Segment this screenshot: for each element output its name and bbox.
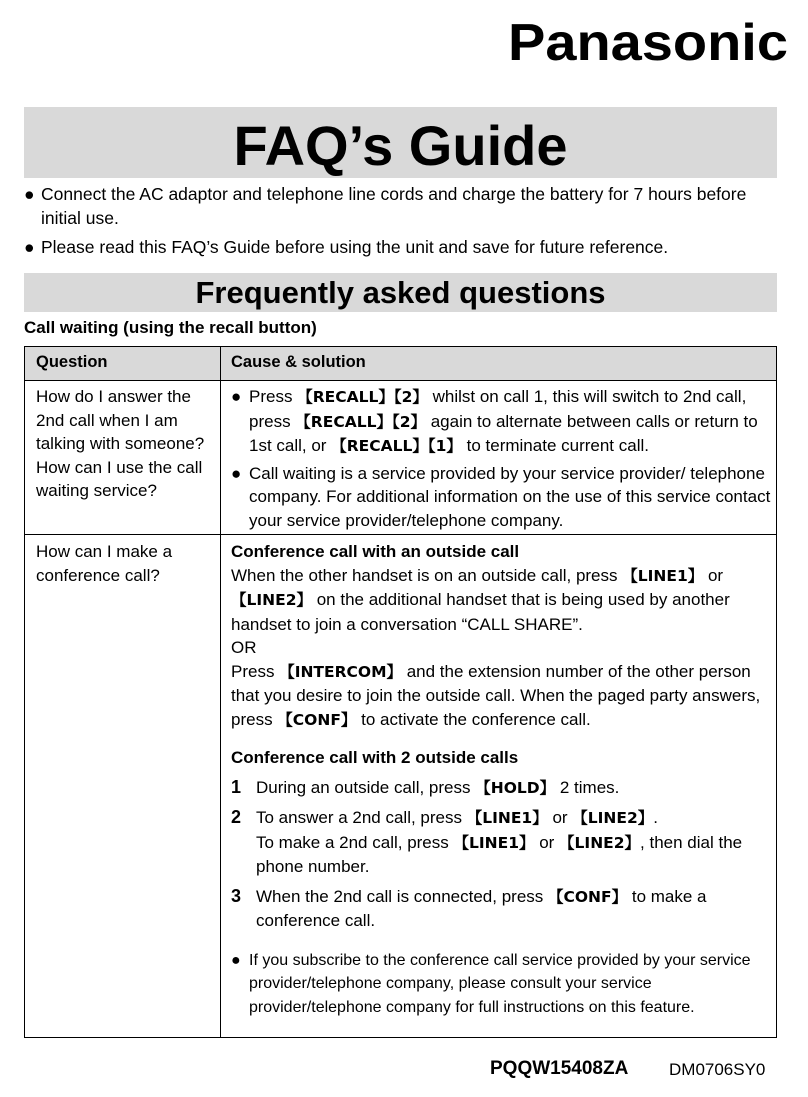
bullet-icon: ●	[24, 237, 35, 257]
key-2: 【2】	[393, 388, 428, 406]
intro-text: Connect the AC adaptor and telephone line cords and charge the battery for 7 hours before initial use.	[41, 184, 747, 228]
key-hold: 【HOLD】	[475, 778, 556, 797]
faq-table	[24, 346, 777, 1038]
intercom-text: Press 【INTERCOM】 and the extension number of the other person that you desire to join the outside call. When the paged party answers, press 【CONF】 to activate the conference call.	[231, 661, 761, 729]
step-1: 1 During an outside call, press 【HOLD】 2 times.	[231, 776, 620, 797]
row2-question: How can I make a conference call?	[36, 542, 173, 585]
column-divider	[220, 347, 221, 1037]
key-line2: 【LINE2】	[572, 809, 654, 827]
document-ref: DM0706SY0	[669, 1060, 766, 1079]
row1-solution	[231, 385, 771, 535]
page-title: FAQ’s Guide	[233, 114, 568, 177]
bullet-icon: ●	[231, 463, 242, 483]
bullet-icon: ●	[231, 387, 242, 406]
solution-bullet: ● Press 【RECALL】【2】 whilst on call 1, this will switch to 2nd call, press 【RECALL】【2】 again to alternate between calls or return to 1st call, or 【RECALL】【1】 to terminate current call.	[231, 387, 758, 455]
or-text: OR	[231, 638, 257, 657]
logo-text: Panasonic	[508, 14, 788, 70]
key-line2: 【LINE2】	[231, 591, 312, 609]
key-recall: 【RECALL】	[331, 437, 428, 455]
solution-bullet: ● Call waiting is a service provided by your service provider/ telephone company. For additional information on the use of this service contact your service provider/telephone company.	[231, 463, 771, 530]
section-title: Frequently asked questions	[195, 275, 606, 310]
panasonic-logo	[507, 12, 789, 70]
table-header	[25, 347, 776, 381]
key-1: 【1】	[427, 437, 462, 455]
key-line2: 【LINE2】	[559, 833, 641, 852]
section-bar	[24, 273, 777, 312]
title-bar	[24, 107, 777, 178]
key-line1: 【LINE1】	[622, 566, 704, 585]
step-3: 3 When the 2nd call is connected, press 【CONF】 to make a conference call.	[231, 885, 707, 930]
header-question: Question	[36, 353, 108, 371]
key-conf: 【CONF】	[277, 710, 357, 729]
key-intercom: 【INTERCOM】	[279, 662, 402, 681]
key-line1: 【LINE1】	[466, 809, 548, 827]
intro-text: Please read this FAQ’s Guide before using the unit and save for future reference.	[41, 237, 669, 257]
conference-two-heading: Conference call with 2 outside calls	[231, 748, 519, 767]
key-recall: 【RECALL】	[295, 412, 392, 431]
subheading: Call waiting (using the recall button)	[24, 318, 317, 337]
document-code: PQQW15408ZA	[490, 1058, 629, 1079]
intro-item	[24, 183, 784, 230]
row2-solution	[231, 540, 771, 1022]
key-recall: 【RECALL】	[297, 388, 394, 406]
conference-outside-heading: Conference call with an outside call	[231, 542, 520, 561]
key-line1: 【LINE1】	[453, 833, 535, 852]
solution-note: ● If you subscribe to the conference call service provided by your service provider/telephone company, please consult your service provider/telephone company for full instructions on this feature.	[231, 949, 771, 1020]
intro-list	[24, 183, 784, 266]
header-cause: Cause & solution	[231, 353, 366, 371]
step-2: 2 To answer a 2nd call, press 【LINE1】 or 【LINE2】. To make a 2nd call, press 【LINE1】 or 【LINE2】, then dial the phone number.	[231, 807, 743, 876]
conference-outside-text: When the other handset is on an outside call, press 【LINE1】 or 【LINE2】 on the additional handset that is being used by another handset to join a conversation “CALL SHARE”.	[231, 565, 730, 634]
intro-item	[24, 236, 784, 260]
bullet-icon: ●	[24, 184, 35, 204]
bullet-icon: ●	[231, 951, 241, 969]
key-2: 【2】	[391, 412, 426, 431]
row1-question: How do I answer the 2nd call when I am talking with someone? How can I use the call waiting service?	[36, 387, 205, 500]
key-conf: 【CONF】	[548, 887, 628, 906]
